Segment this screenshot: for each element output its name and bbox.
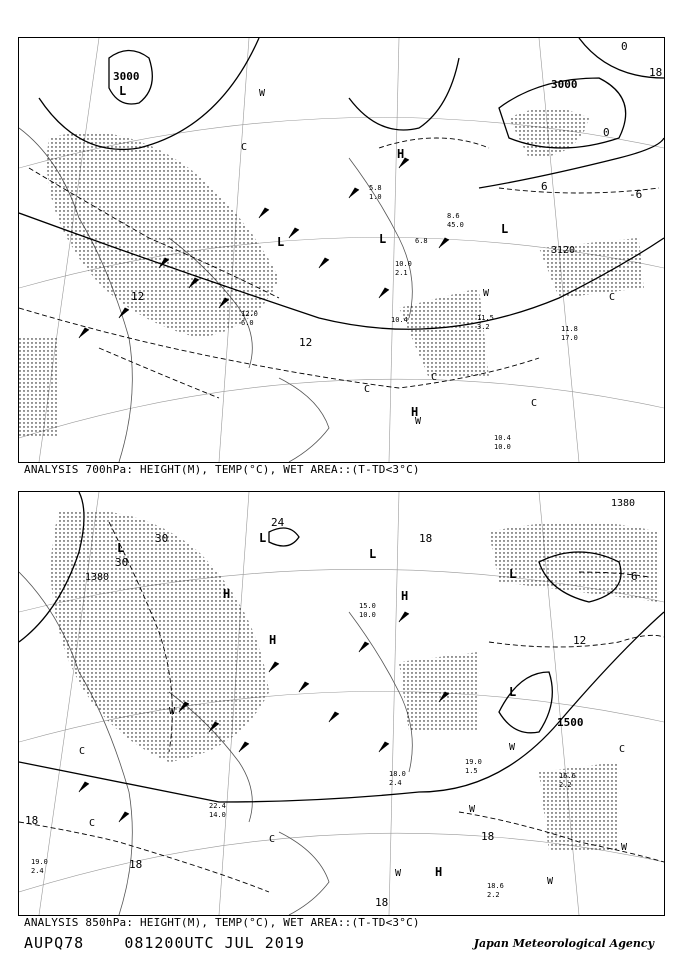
high-pressure-center: H: [269, 633, 277, 647]
height-label: 1380: [611, 498, 636, 509]
warm-region-mark: W: [547, 876, 554, 887]
low-pressure-center: L: [501, 222, 509, 236]
station-value: 10.0: [359, 611, 376, 619]
station-value: 2.2: [559, 781, 572, 789]
isotherm-label: 18: [129, 858, 143, 871]
low-pressure-center: L: [369, 547, 377, 561]
station-value: 19.0: [465, 758, 482, 766]
low-pressure-center: L: [509, 685, 517, 699]
weather-map-700hpa: [19, 38, 664, 462]
low-pressure-center: L: [119, 84, 127, 98]
station-value: 8.6: [447, 212, 460, 220]
height-label: 3120: [551, 245, 576, 256]
isotherm-label: 18: [481, 830, 495, 843]
height-label: 1380: [85, 572, 110, 583]
wet-areas: [51, 510, 659, 852]
station-value: 2.4: [31, 867, 44, 875]
station-value: 15.0: [359, 602, 376, 610]
weather-map-850hpa: [19, 492, 664, 915]
high-pressure-center: H: [397, 147, 405, 161]
high-pressure-center: H: [411, 405, 419, 419]
warm-region-mark: W: [259, 88, 266, 99]
isotherm-label: 30: [115, 556, 129, 569]
cold-region-mark: C: [531, 398, 538, 409]
high-pressure-center: H: [401, 589, 409, 603]
station-value: 17.0: [561, 334, 578, 342]
isotherm-label: 12: [131, 290, 145, 303]
high-pressure-center: H: [435, 865, 443, 879]
map-panel-850hpa: [18, 491, 665, 916]
isotherm-label: 24: [271, 516, 285, 529]
warm-region-mark: W: [509, 742, 516, 753]
warm-region-mark: W: [483, 288, 490, 299]
map-panel-700hpa: [18, 37, 665, 463]
cold-region-mark: C: [269, 834, 276, 845]
high-pressure-center: H: [223, 587, 231, 601]
isotherm-label: 0: [603, 126, 610, 139]
height-labels-bold: [557, 716, 584, 729]
station-value: 18.6: [487, 882, 504, 890]
isotherm-label: 6: [541, 180, 548, 193]
station-value: 22.4: [209, 802, 226, 810]
warm-region-mark: W: [621, 842, 628, 853]
station-value: 16.6: [559, 772, 576, 780]
cold-region-mark: C: [619, 744, 626, 755]
chart-datetime: 081200UTC JUL 2019: [124, 934, 305, 952]
height-label: 1500: [557, 716, 584, 729]
warm-region-mark: W: [469, 804, 476, 815]
isotherm-label: 18: [419, 532, 433, 545]
station-value: 11.5: [477, 314, 494, 322]
low-pressure-center: L: [259, 531, 267, 545]
isotherm-label: 6: [631, 570, 638, 583]
warm-region-mark: W: [395, 868, 402, 879]
station-value: 6.8: [415, 237, 428, 245]
cold-region-mark: C: [364, 384, 371, 395]
isotherm-label: 12: [573, 634, 587, 647]
station-value: 18.0: [389, 770, 406, 778]
station-value: 10.0: [395, 260, 412, 268]
height-labels: [113, 70, 578, 91]
isotherm-label: 30: [155, 532, 169, 545]
station-value: 6.0: [241, 319, 254, 327]
station-value: 45.0: [447, 221, 464, 229]
low-pressure-center: L: [277, 235, 285, 249]
cold-region-mark: C: [89, 818, 96, 829]
low-pressure-center: L: [379, 232, 387, 246]
chart-identifier: [24, 934, 305, 952]
isotherm-label: 18: [649, 66, 663, 79]
height-label: 3000: [551, 78, 578, 91]
agency-name: Japan Meteorological Agency: [473, 937, 654, 950]
height-label: 3000: [113, 70, 140, 83]
station-value: 11.8: [561, 325, 578, 333]
station-value: 19.0: [31, 858, 48, 866]
isotherm-label: 0: [621, 40, 628, 53]
station-value: 2.4: [389, 779, 402, 787]
station-value: 5.8: [369, 184, 382, 192]
isotherm-label: 12: [299, 336, 313, 349]
height-labels-minor: [551, 245, 575, 256]
station-value: 3.2: [477, 323, 490, 331]
caption-700hpa: ANALYSIS 700hPa: HEIGHT(M), TEMP(°C), WET AREA::(T-TD<3°C): [24, 463, 420, 476]
station-value: 1.0: [369, 193, 382, 201]
station-value: 14.0: [209, 811, 226, 819]
station-value: 10.4: [494, 434, 511, 442]
chart-code: AUPQ78: [24, 934, 85, 952]
station-value: 10.4: [391, 316, 408, 324]
station-value: 10.0: [494, 443, 511, 451]
warm-region-mark: W: [169, 706, 176, 717]
cold-region-mark: C: [609, 292, 616, 303]
station-value: 1.5: [465, 767, 478, 775]
station-value: 2.2: [487, 891, 500, 899]
isotherm-label: 18: [375, 896, 389, 909]
isotherm-label: 18: [25, 814, 39, 827]
station-value: 2.1: [395, 269, 408, 277]
low-pressure-center: L: [509, 567, 517, 581]
station-value: 12.0: [241, 310, 258, 318]
caption-850hpa: ANALYSIS 850hPa: HEIGHT(M), TEMP(°C), WET AREA::(T-TD<3°C): [24, 916, 420, 929]
cold-region-mark: C: [79, 746, 86, 757]
isotherm-label: -6: [629, 188, 643, 201]
cold-region-mark: C: [241, 142, 248, 153]
cold-region-mark: C: [431, 372, 438, 383]
low-pressure-center: L: [117, 541, 125, 555]
warm-region-mark: W: [415, 416, 422, 427]
